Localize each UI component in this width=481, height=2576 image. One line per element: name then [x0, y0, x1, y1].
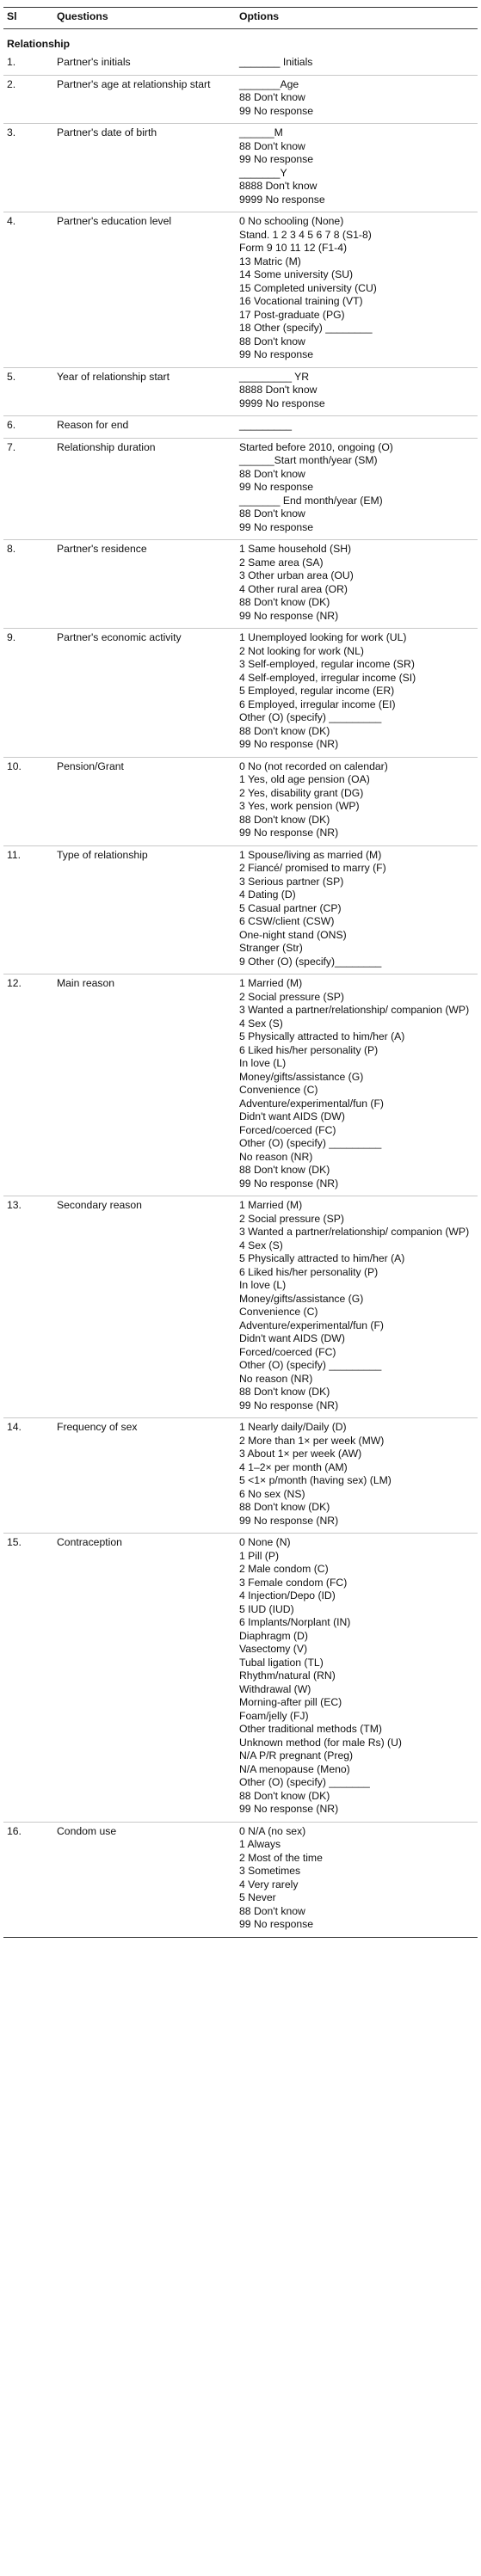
- option-item: 88 Don't know (DK): [239, 1501, 330, 1513]
- section-title: Relationship: [7, 37, 71, 50]
- row-number: 8.: [3, 540, 53, 629]
- table-row: [3, 438, 478, 540]
- option-item: 13 Matric (M): [239, 255, 301, 267]
- option-item: Forced/coerced (FC): [239, 1123, 336, 1136]
- row-number: 4.: [3, 212, 53, 368]
- option-item: 2 Most of the time: [239, 1851, 323, 1864]
- row-options: [236, 1534, 478, 1823]
- option-item: 99 No response: [239, 348, 314, 360]
- option-item: 88 Don't know (DK): [239, 813, 330, 826]
- questionnaire-table: [3, 7, 478, 1938]
- row-number: 9.: [3, 629, 53, 758]
- option-item: 99 No response (NR): [239, 1177, 339, 1190]
- row-number: 10.: [3, 757, 53, 845]
- option-item: 16 Vocational training (VT): [239, 295, 363, 307]
- row-question: Partner's education level: [53, 212, 236, 368]
- option-item: 99 No response: [239, 104, 314, 117]
- option-item: 88 Don't know: [239, 335, 305, 347]
- option-item: 4 Very rarely: [239, 1878, 299, 1891]
- option-item: 1 Nearly daily/Daily (D): [239, 1421, 347, 1433]
- row-options: [236, 75, 478, 124]
- row-options: [236, 53, 478, 75]
- row-options: [236, 212, 478, 368]
- option-item: Morning-after pill (EC): [239, 1696, 342, 1708]
- option-item: Money/gifts/assistance (G): [239, 1070, 364, 1083]
- option-item: 88 Don't know (DK): [239, 724, 330, 737]
- option-item: Other (O) (specify) _________: [239, 1359, 382, 1371]
- option-item: 2 More than 1× per week (MW): [239, 1434, 385, 1447]
- row-question: Condom use: [53, 1822, 236, 1937]
- option-item: Adventure/experimental/fun (F): [239, 1097, 384, 1110]
- option-item: 4 Self-employed, irregular income (SI): [239, 671, 416, 684]
- option-item: Money/gifts/assistance (G): [239, 1292, 364, 1305]
- row-question: Reason for end: [53, 416, 236, 439]
- option-item: 99 No response: [239, 1918, 314, 1930]
- option-item: _________ YR: [239, 370, 310, 383]
- option-item: 99 No response (NR): [239, 1803, 339, 1815]
- row-number: 12.: [3, 974, 53, 1196]
- option-item: _______Age: [239, 77, 299, 90]
- option-item: Convenience (C): [239, 1084, 318, 1096]
- option-item: Tubal ligation (TL): [239, 1656, 324, 1669]
- option-item: 88 Don't know (DK): [239, 1164, 330, 1176]
- option-item: Other (O) (specify) _________: [239, 1137, 382, 1149]
- option-item: 99 No response (NR): [239, 738, 339, 750]
- option-item: 5 Never: [239, 1891, 276, 1903]
- row-question: Partner's economic activity: [53, 629, 236, 758]
- option-item: 2 Not looking for work (NL): [239, 644, 364, 657]
- row-options: [236, 629, 478, 758]
- row-question: Secondary reason: [53, 1196, 236, 1418]
- option-item: 1 Pill (P): [239, 1549, 280, 1562]
- option-item: Other (O) (specify) _______: [239, 1776, 370, 1788]
- option-item: 1 Married (M): [239, 977, 303, 989]
- row-number: 2.: [3, 75, 53, 124]
- table-row: [3, 75, 478, 124]
- option-item: 1 Yes, old age pension (OA): [239, 773, 370, 785]
- row-options: [236, 124, 478, 212]
- option-item: 4 Sex (S): [239, 1017, 283, 1030]
- row-question: Year of relationship start: [53, 367, 236, 416]
- row-question: Main reason: [53, 974, 236, 1196]
- option-item: 5 Employed, regular income (ER): [239, 685, 395, 697]
- option-item: 2 Male condom (C): [239, 1563, 329, 1575]
- option-item: 88 Don't know (DK): [239, 1789, 330, 1802]
- row-number: 14.: [3, 1418, 53, 1534]
- table-body: [3, 28, 478, 1937]
- option-item: 5 Physically attracted to him/her (A): [239, 1252, 405, 1264]
- option-item: No reason (NR): [239, 1150, 313, 1163]
- option-item: 99 No response: [239, 153, 314, 165]
- option-item: 88 Don't know: [239, 139, 305, 152]
- option-item: 2 Yes, disability grant (DG): [239, 786, 364, 799]
- option-item: 8888 Don't know: [239, 180, 318, 192]
- option-item: 2 Social pressure (SP): [239, 1212, 344, 1225]
- option-item: 0 No (not recorded on calendar): [239, 759, 388, 772]
- table-row: [3, 757, 478, 845]
- row-options: [236, 1196, 478, 1418]
- option-item: 88 Don't know (DK): [239, 1386, 330, 1398]
- row-options: [236, 845, 478, 974]
- table-row: [3, 974, 478, 1196]
- option-item: 99 No response: [239, 481, 314, 493]
- option-item: 6 No sex (NS): [239, 1487, 305, 1500]
- option-item: Rhythm/natural (RN): [239, 1669, 336, 1681]
- option-item: 3 Female condom (FC): [239, 1576, 348, 1589]
- row-options: [236, 974, 478, 1196]
- header-questions: Questions: [53, 8, 236, 29]
- option-item: 3 Serious partner (SP): [239, 875, 344, 888]
- row-question: Pension/Grant: [53, 757, 236, 845]
- option-item: 0 None (N): [239, 1536, 291, 1548]
- option-item: Foam/jelly (FJ): [239, 1709, 309, 1722]
- option-item: 0 No schooling (None): [239, 215, 344, 227]
- option-item: Form 9 10 11 12 (F1-4): [239, 242, 348, 254]
- option-item: 2 Fiancé/ promised to marry (F): [239, 862, 386, 874]
- row-question: Partner's residence: [53, 540, 236, 629]
- row-options: [236, 367, 478, 416]
- row-number: 13.: [3, 1196, 53, 1418]
- option-item: 17 Post-graduate (PG): [239, 308, 345, 321]
- option-item: 3 Wanted a partner/relationship/ companion (WP): [239, 1004, 470, 1016]
- option-item: 0 N/A (no sex): [239, 1824, 306, 1837]
- row-question: Partner's initials: [53, 53, 236, 75]
- row-number: 15.: [3, 1534, 53, 1823]
- option-item: Unknown method (for male Rs) (U): [239, 1736, 402, 1749]
- option-item: Other traditional methods (TM): [239, 1723, 382, 1735]
- option-item: Didn't want AIDS (DW): [239, 1332, 345, 1344]
- option-item: 88 Don't know: [239, 507, 305, 520]
- row-question: Partner's date of birth: [53, 124, 236, 212]
- option-item: 6 Implants/Norplant (IN): [239, 1616, 351, 1628]
- option-item: 1 Same household (SH): [239, 543, 352, 555]
- option-item: 5 <1× p/month (having sex) (LM): [239, 1474, 392, 1486]
- option-item: 1 Unemployed looking for work (UL): [239, 631, 407, 643]
- table-row: [3, 1534, 478, 1823]
- option-item: 1 Spouse/living as married (M): [239, 848, 382, 861]
- table-row: [3, 53, 478, 75]
- table-row: [3, 540, 478, 629]
- option-item: 2 Same area (SA): [239, 556, 324, 569]
- table-row: [3, 1822, 478, 1937]
- option-item: 99 No response (NR): [239, 1399, 339, 1411]
- row-question: Contraception: [53, 1534, 236, 1823]
- option-item: 5 Casual partner (CP): [239, 901, 342, 914]
- option-item: 6 CSW/client (CSW): [239, 915, 335, 927]
- option-item: 88 Don't know: [239, 467, 305, 480]
- option-item: ______Start month/year (SM): [239, 454, 378, 466]
- option-item: 99 No response: [239, 520, 314, 533]
- option-item: 1 Always: [239, 1838, 281, 1850]
- option-item: In love (L): [239, 1279, 287, 1291]
- option-item: 5 IUD (IUD): [239, 1602, 294, 1615]
- option-item: 4 1–2× per month (AM): [239, 1460, 348, 1473]
- option-item: Convenience (C): [239, 1306, 318, 1318]
- option-item: N/A menopause (Meno): [239, 1762, 350, 1775]
- option-item: Stand. 1 2 3 4 5 6 7 8 (S1-8): [239, 228, 372, 241]
- option-item: 99 No response (NR): [239, 1514, 339, 1527]
- row-question: Frequency of sex: [53, 1418, 236, 1534]
- row-number: 7.: [3, 438, 53, 540]
- option-item: 3 Wanted a partner/relationship/ companion (WP): [239, 1226, 470, 1238]
- option-item: Other (O) (specify) _________: [239, 711, 382, 723]
- table-row: [3, 416, 478, 439]
- option-item: 4 Dating (D): [239, 888, 296, 901]
- table-row: [3, 1418, 478, 1534]
- option-item: ______M: [239, 126, 283, 138]
- option-item: 14 Some university (SU): [239, 268, 354, 280]
- table-row: [3, 629, 478, 758]
- row-number: 3.: [3, 124, 53, 212]
- table-row: [3, 367, 478, 416]
- option-item: 3 Yes, work pension (WP): [239, 800, 360, 812]
- option-item: 9999 No response: [239, 193, 325, 206]
- row-number: 5.: [3, 367, 53, 416]
- option-item: 6 Employed, irregular income (EI): [239, 698, 396, 710]
- option-item: 4 Injection/Depo (ID): [239, 1589, 336, 1602]
- header-sl: Sl: [3, 8, 53, 29]
- row-options: [236, 1418, 478, 1534]
- row-options: [236, 757, 478, 845]
- option-item: 18 Other (specify) ________: [239, 322, 373, 334]
- option-item: 3 About 1× per week (AW): [239, 1448, 362, 1460]
- table-row: [3, 1196, 478, 1418]
- option-item: Stranger (Str): [239, 942, 303, 954]
- row-number: 6.: [3, 416, 53, 439]
- row-question: Partner's age at relationship start: [53, 75, 236, 124]
- option-item: _______ Initials: [239, 56, 313, 68]
- option-item: 99 No response (NR): [239, 827, 339, 839]
- row-question: Type of relationship: [53, 845, 236, 974]
- option-item: In love (L): [239, 1057, 287, 1069]
- row-number: 1.: [3, 53, 53, 75]
- option-item: 9 Other (O) (specify)________: [239, 955, 382, 968]
- option-item: _______ End month/year (EM): [239, 494, 383, 507]
- option-item: 3 Other urban area (OU): [239, 569, 354, 581]
- row-options: [236, 540, 478, 629]
- option-item: 88 Don't know: [239, 91, 305, 103]
- option-item: 4 Other rural area (OR): [239, 582, 348, 595]
- table-header: [3, 8, 478, 29]
- option-item: Diaphragm (D): [239, 1629, 308, 1642]
- option-item: 3 Sometimes: [239, 1865, 301, 1877]
- table-row: [3, 124, 478, 212]
- section-row: [3, 28, 478, 53]
- option-item: No reason (NR): [239, 1372, 313, 1385]
- option-item: 88 Don't know: [239, 1904, 305, 1917]
- option-item: _______Y: [239, 166, 287, 179]
- option-item: _________: [239, 419, 293, 431]
- row-options: [236, 416, 478, 439]
- option-item: 99 No response (NR): [239, 609, 339, 622]
- option-item: Withdrawal (W): [239, 1682, 311, 1695]
- header-row: [3, 8, 478, 29]
- option-item: 6 Liked his/her personality (P): [239, 1265, 379, 1278]
- option-item: Didn't want AIDS (DW): [239, 1110, 345, 1122]
- table-row: [3, 212, 478, 368]
- option-item: 15 Completed university (CU): [239, 281, 377, 294]
- option-item: N/A P/R pregnant (Preg): [239, 1749, 354, 1761]
- header-options: Options: [236, 8, 478, 29]
- row-options: [236, 1822, 478, 1937]
- option-item: Started before 2010, ongoing (O): [239, 440, 393, 453]
- option-item: 5 Physically attracted to him/her (A): [239, 1030, 405, 1042]
- row-number: 16.: [3, 1822, 53, 1937]
- option-item: Forced/coerced (FC): [239, 1345, 336, 1358]
- option-item: 6 Liked his/her personality (P): [239, 1043, 379, 1056]
- row-question: Relationship duration: [53, 438, 236, 540]
- row-number: 11.: [3, 845, 53, 974]
- row-options: [236, 438, 478, 540]
- option-item: Adventure/experimental/fun (F): [239, 1319, 384, 1331]
- option-item: 9999 No response: [239, 397, 325, 409]
- option-item: 3 Self-employed, regular income (SR): [239, 658, 415, 670]
- option-item: 88 Don't know (DK): [239, 596, 330, 608]
- option-item: Vasectomy (V): [239, 1643, 308, 1655]
- option-item: 8888 Don't know: [239, 384, 318, 396]
- option-item: 4 Sex (S): [239, 1239, 283, 1251]
- option-item: 2 Social pressure (SP): [239, 990, 344, 1003]
- option-item: One-night stand (ONS): [239, 928, 347, 941]
- option-item: 1 Married (M): [239, 1199, 303, 1211]
- table-row: [3, 845, 478, 974]
